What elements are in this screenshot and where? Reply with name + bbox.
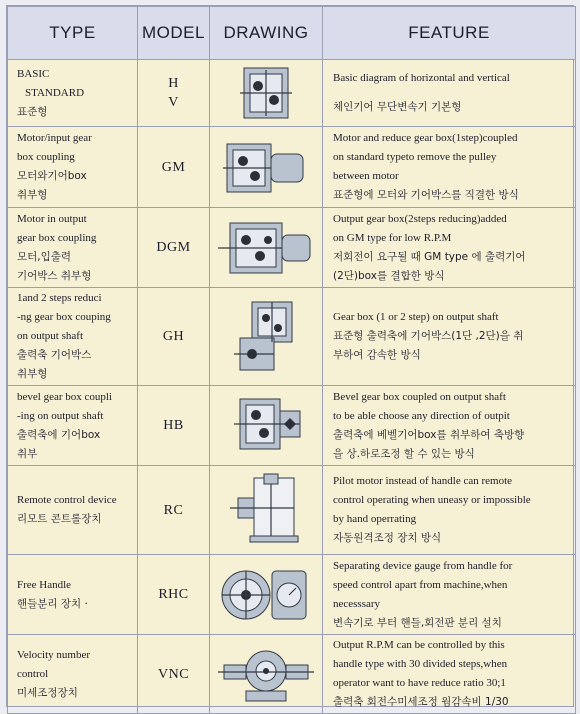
type-line: box coupling: [17, 151, 75, 163]
type-line: Motor/input gear: [17, 132, 92, 144]
model-cell: [138, 466, 210, 555]
drawing-cell: [210, 208, 323, 288]
table-row: [8, 288, 576, 386]
feature-line: necesssary: [333, 597, 381, 610]
model-code: GH: [162, 329, 185, 344]
feature-cell: [323, 635, 576, 714]
feature-line: 표준형에 모터와 기어박스를 직결한 방식: [333, 189, 519, 201]
type-line: 미세조정장치: [17, 686, 78, 699]
feature-line: (2단)box를 결합한 방식: [333, 269, 445, 282]
type-line: 모터,입출력: [17, 250, 72, 263]
header-model: MODEL: [138, 7, 210, 60]
feature-line: Gear box (1 or 2 step) on output shaft: [333, 311, 499, 323]
model-cell: [138, 555, 210, 635]
header-feature: FEATURE: [323, 7, 576, 60]
type-line: Free Handle: [17, 578, 72, 591]
remote-control-diagram-icon: [224, 472, 308, 548]
header-row: [8, 7, 576, 60]
table-row: [8, 208, 576, 288]
model-code: HB: [163, 418, 184, 433]
model-cell: [138, 60, 210, 127]
table-row: [8, 60, 576, 127]
free-handle-diagram-icon: [218, 559, 314, 631]
type-line: on output shaft: [17, 330, 83, 342]
model-cell: [138, 208, 210, 288]
feature-line: handle type with 30 divided steps,when: [333, 658, 508, 670]
feature-cell: [323, 60, 576, 127]
model-code: H: [168, 76, 179, 91]
type-line: bevel gear box coupli: [17, 390, 112, 403]
feature-line: to be able choose any direction of outpit: [333, 409, 510, 422]
model-code: VNC: [157, 666, 190, 682]
type-cell: [8, 386, 138, 466]
double-gear-motor-diagram-icon: [216, 215, 316, 281]
model-code: GM: [161, 159, 186, 175]
table-row: [8, 635, 576, 714]
output-shaft-gearbox-diagram-icon: [226, 298, 306, 376]
feature-line: Motor and reduce gear box(1step)coupled: [333, 132, 518, 144]
type-line: 모터와기어box: [17, 170, 87, 182]
feature-cell: [323, 127, 576, 208]
feature-cell: [323, 555, 576, 635]
spec-sheet: [6, 5, 574, 707]
bevel-gearbox-diagram-icon: [226, 393, 306, 459]
drawing-cell: [210, 288, 323, 386]
drawing-cell: [210, 555, 323, 635]
type-cell: [8, 208, 138, 288]
feature-line: Output gear box(2steps reducing)added: [333, 212, 507, 225]
feature-line: 변속기로 부터 핸들,회전판 분리 설치: [333, 616, 502, 629]
table-row: [8, 555, 576, 635]
feature-line: Separating device gauge from handle for: [333, 559, 513, 572]
feature-line: 표준형 출력축에 기어박스(1단 ,2단)을 취: [333, 330, 524, 342]
model-code: V: [168, 95, 179, 110]
type-line: -ing on output shaft: [17, 409, 104, 422]
table-row: [8, 386, 576, 466]
type-line: 핸들분리 장치 ·: [17, 597, 88, 610]
type-cell: [8, 288, 138, 386]
type-cell: [8, 127, 138, 208]
speed-changer-type-table: [7, 6, 576, 714]
feature-cell: [323, 208, 576, 288]
drawing-cell: [210, 466, 323, 555]
feature-line: on standard typeto remove the pulley: [333, 151, 497, 163]
feature-line: 저회전이 요구될 때 GM type 에 출력기어: [333, 250, 526, 263]
feature-line: 체인기어 무단변속기 기본형: [333, 101, 462, 113]
model-cell: [138, 127, 210, 208]
type-line: 출력축에 기어box: [17, 428, 101, 441]
type-line: BASIC: [17, 67, 50, 80]
model-code: RC: [163, 502, 184, 518]
type-line: Velocity number: [17, 648, 91, 661]
motor-gearbox-diagram-icon: [221, 134, 311, 200]
feature-line: by hand operrating: [333, 513, 417, 525]
header-drawing: DRAWING: [210, 7, 323, 60]
feature-line: 출력축 회전수미세조정 웜감속비 1/30: [333, 696, 509, 708]
type-line: STANDARD: [25, 86, 85, 99]
feature-line: 출력축에 베벨기어box를 취부하여 축방향: [333, 428, 525, 441]
type-line: 리모트 콘트롤장치: [17, 513, 102, 525]
type-line: 표준형: [17, 105, 48, 118]
type-line: 취부: [17, 447, 38, 460]
model-cell: [138, 288, 210, 386]
feature-line: Output R.P.M can be controlled by this: [333, 639, 505, 651]
model-cell: [138, 635, 210, 714]
feature-line: speed control apart from machine,when: [333, 578, 508, 591]
drawing-cell: [210, 386, 323, 466]
type-line: Remote control device: [17, 494, 117, 506]
velocity-control-diagram-icon: [216, 641, 316, 707]
type-cell: [8, 635, 138, 714]
header-type: TYPE: [8, 7, 138, 60]
model-code: DGM: [156, 240, 191, 255]
horizontal-vertical-gear-diagram-icon: [236, 64, 296, 122]
model-code: RHC: [158, 587, 189, 602]
feature-cell: [323, 466, 576, 555]
table-row: [8, 466, 576, 555]
feature-line: Pilot motor instead of handle can remote: [333, 475, 513, 487]
spacer: [333, 88, 569, 98]
feature-line: operator want to have reduce ratio 30;1: [333, 677, 506, 689]
type-line: 1and 2 steps reduci: [17, 292, 102, 304]
type-line: 취부형: [17, 368, 48, 380]
feature-line: 자동원격조정 장치 방식: [333, 532, 442, 544]
feature-line: 부하여 감속한 방식: [333, 349, 421, 361]
type-cell: [8, 555, 138, 635]
feature-line: 을 상.하로조정 할 수 있는 방식: [333, 447, 475, 460]
type-line: 출력축 기어박스: [17, 349, 92, 361]
type-line: gear box coupling: [17, 231, 97, 244]
type-cell: [8, 60, 138, 127]
drawing-cell: [210, 60, 323, 127]
feature-line: on GM type for low R.P.M: [333, 231, 452, 244]
feature-line: Bevel gear box coupled on output shaft: [333, 390, 506, 403]
drawing-cell: [210, 635, 323, 714]
feature-line: between motor: [333, 170, 399, 182]
type-cell: [8, 466, 138, 555]
type-line: 기어박스 취부형: [17, 269, 92, 282]
type-line: control: [17, 667, 49, 680]
type-line: Motor in output: [17, 212, 87, 225]
type-line: 취부형: [17, 189, 48, 201]
drawing-cell: [210, 127, 323, 208]
feature-line: Basic diagram of horizontal and vertical: [333, 72, 510, 84]
feature-cell: [323, 288, 576, 386]
model-cell: [138, 386, 210, 466]
feature-cell: [323, 386, 576, 466]
type-line: -ng gear box couping: [17, 311, 111, 323]
table-row: [8, 127, 576, 208]
feature-line: control operating when uneasy or impossible: [333, 494, 531, 506]
